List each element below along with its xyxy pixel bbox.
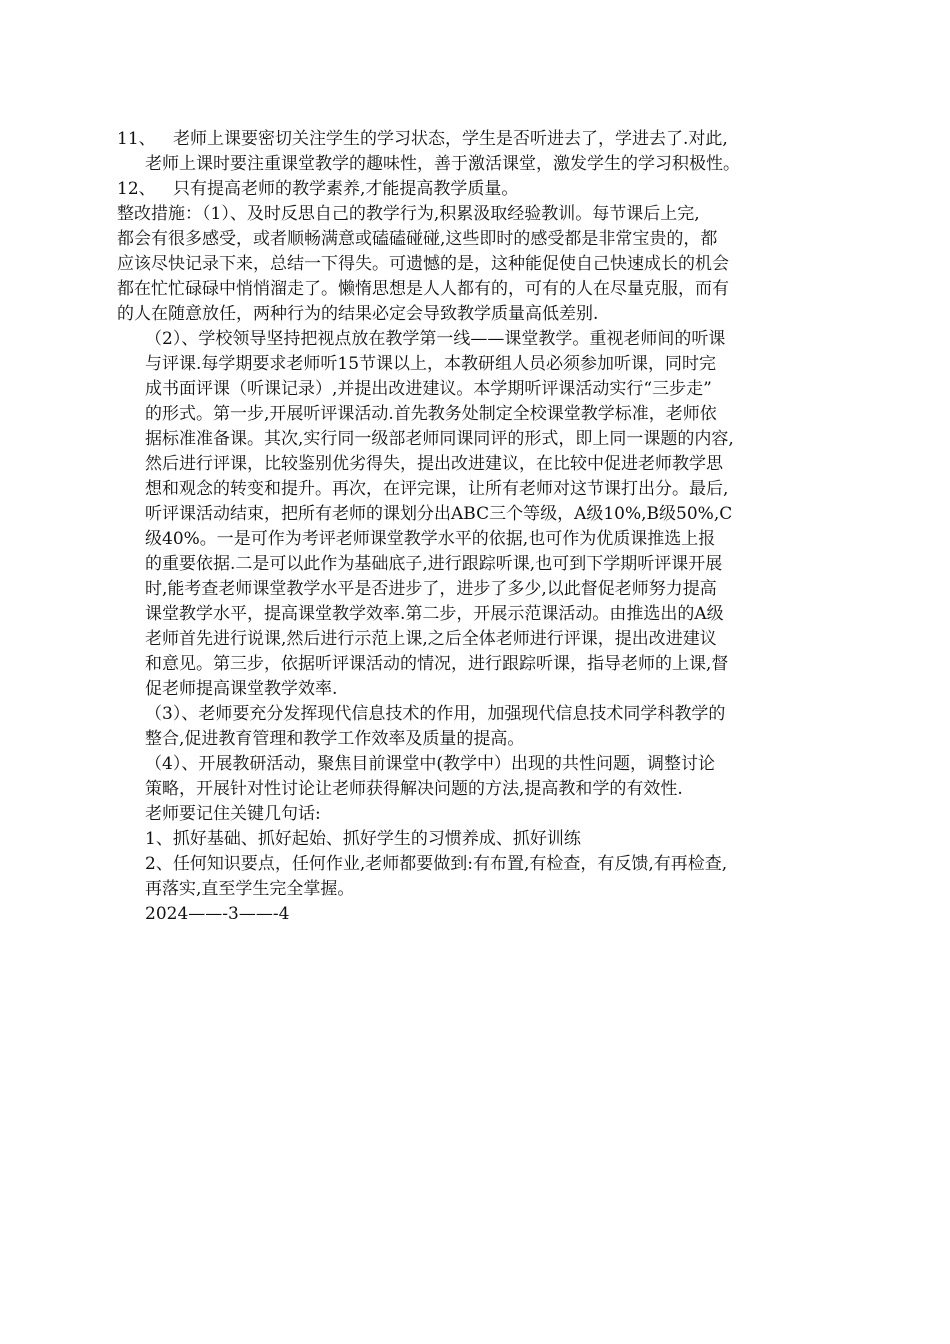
measure-3-line: 整合,促进教育管理和教学工作效率及质量的提高。: [145, 729, 525, 749]
key-phrase-2-line: 2、任何知识要点，任何作业,老师都要做到:有布置,有检查，有反馈,有再检查,: [145, 854, 728, 874]
measure-2-line: 的形式。第一步,开展听评课活动.首先教务处制定全校课堂教学标准，老师依: [145, 404, 717, 424]
item-11-number: 11、: [117, 129, 156, 149]
item-11-text-1: 老师上课要密切关注学生的学习状态，学生是否听进去了，学进去了.对此,: [173, 129, 728, 149]
measure-1-line: 应该尽快记录下来，总结一下得失。可遗憾的是，这种能促使自己快速成长的机会: [117, 254, 729, 274]
measure-2-line: 听评课活动结束，把所有老师的课划分出ABC三个等级，A级10%,B级50%,C: [145, 504, 733, 524]
measure-1-line: 整改措施：（1）、及时反思自己的教学行为,积累汲取经验教训。每节课后上完,: [117, 204, 700, 224]
measure-2-line: 想和观念的转变和提升。再次，在评完课，让所有老师对这节课打出分。最后,: [145, 479, 729, 499]
measure-2-line: 促老师提高课堂教学效率.: [145, 679, 338, 699]
measure-1-line: 的人在随意放任，两种行为的结果必定会导致教学质量高低差别.: [117, 304, 599, 324]
key-phrases-title: 老师要记住关键几句话:: [145, 804, 321, 824]
item-11-line-2: 老师上课时要注重课堂教学的趣味性，善于激活课堂，激发学生的学习积极性。: [145, 154, 740, 174]
item-12-line: [117, 178, 518, 200]
measure-2-line: 然后进行评课，比较鉴别优劣得失，提出改进建议，在比较中促进老师教学思: [145, 454, 723, 474]
measure-3-line: （3）、老师要充分发挥现代信息技术的作用，加强现代信息技术同学科教学的: [145, 704, 726, 724]
document-date: 2024——-3——-4: [145, 904, 290, 924]
measure-1-line: 都在忙忙碌碌中悄悄溜走了。懒惰思想是人人都有的，可有的人在尽量克服，而有: [117, 279, 729, 299]
measure-4-line: （4）、开展教研活动，聚焦目前课堂中(教学中）出现的共性问题，调整讨论: [145, 754, 715, 774]
item-12-number: 12、: [117, 179, 156, 199]
key-phrase-1: 1、抓好基础、抓好起始、抓好学生的习惯养成、抓好训练: [145, 829, 581, 849]
measure-2-line: （2）、学校领导坚持把视点放在教学第一线——课堂教学。重视老师间的听课: [145, 329, 726, 349]
measure-2-line: 据标准准备课。其次,实行同一级部老师同课同评的形式，即上同一课题的内容,: [145, 429, 734, 449]
key-phrase-2-line: 再落实,直至学生完全掌握。: [145, 879, 355, 899]
measure-2-line: 时,能考查老师课堂教学水平是否进步了，进步了多少,以此督促老师努力提高: [145, 579, 717, 599]
measure-4-line: 策略，开展针对性讨论让老师获得解决问题的方法,提高教和学的有效性.: [145, 779, 683, 799]
measure-2-line: 和意见。第三步，依据听评课活动的情况，进行跟踪听课，指导老师的上课,督: [145, 654, 729, 674]
measure-2-line: 级40%。一是可作为考评老师课堂教学水平的依据,也可作为优质课推选上报: [145, 529, 716, 549]
measure-2-line: 的重要依据.二是可以此作为基础底子,进行跟踪听课,也可到下学期听评课开展: [145, 554, 723, 574]
measure-1-line: 都会有很多感受，或者顺畅满意或磕磕碰碰,这些即时的感受都是非常宝贵的，都: [117, 229, 718, 249]
measure-2-line: 老师首先进行说课,然后进行示范上课,之后全体老师进行评课，提出改进建议: [145, 629, 717, 649]
measure-2-line: 成书面评课（听课记录）,并提出改进建议。本学期听评课活动实行“三步走”: [145, 379, 712, 399]
measure-2-line: 课堂教学水平，提高课堂教学效率.第二步，开展示范课活动。由推选出的A级: [145, 604, 724, 624]
item-11-line-1: [117, 128, 728, 150]
measure-2-line: 与评课.每学期要求老师听15节课以上，本教研组人员必须参加听课，同时完: [145, 354, 717, 374]
item-12-text: 只有提高老师的教学素养,才能提高教学质量。: [173, 179, 519, 199]
